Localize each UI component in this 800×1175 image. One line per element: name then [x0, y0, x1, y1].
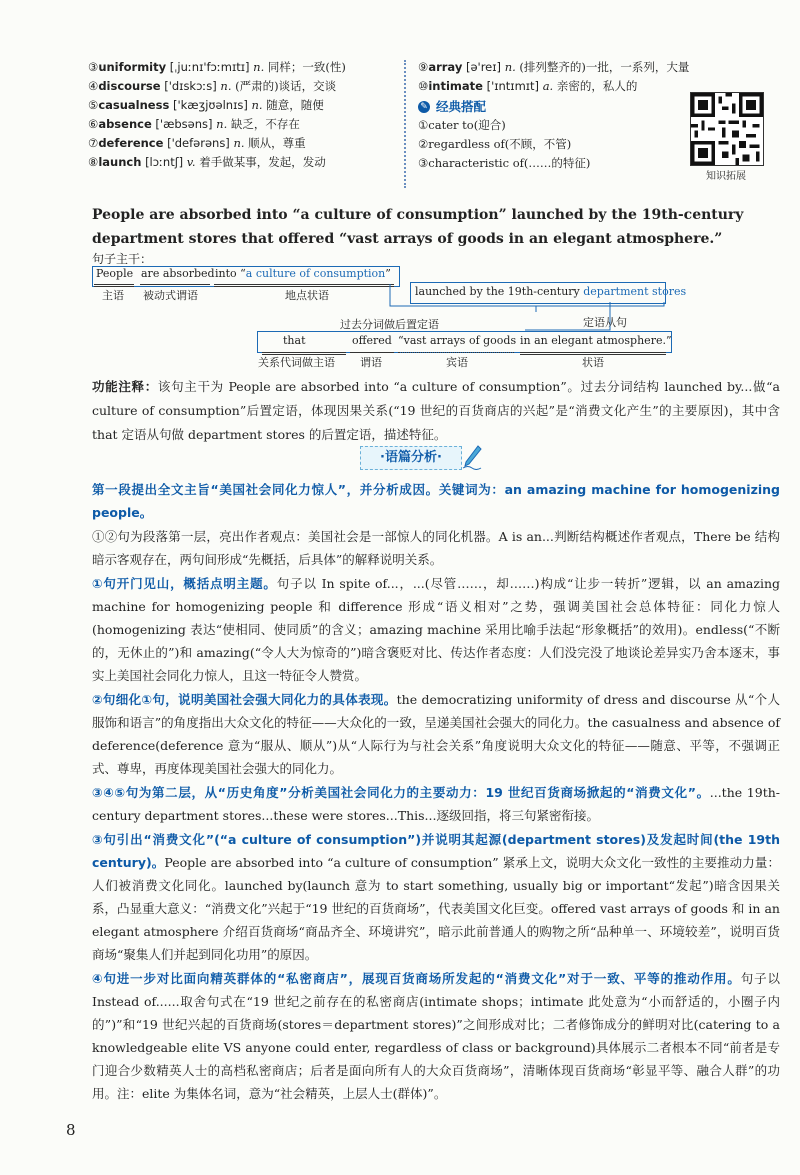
diagram-title: 句子主干：: [92, 252, 153, 266]
culture-of-consumption-text: a culture of consumption: [245, 267, 386, 280]
collocations-title: 经典搭配: [436, 99, 487, 114]
vocab-meaning: (排列整齐的)一批，一系列，大量: [519, 60, 690, 74]
vocab-meaning: 着手做某事，发起，发动: [199, 155, 326, 169]
vocab-entry: ⑧launch [lɔːntʃ] v. 着手做某事，发起，发动: [88, 155, 326, 169]
vocab-word: casualness: [98, 98, 170, 112]
vocab-meaning: 顺从，尊重: [248, 136, 306, 150]
paragraph-highlight: ①句开门见山，概括点明主题。: [92, 576, 277, 591]
analysis-paragraph: [92, 572, 780, 687]
label-passive-predicate: 被动式谓语: [143, 289, 198, 302]
analysis-paragraph: [92, 688, 780, 780]
paragraph-text: ...the 19th-century department stores...these were stores...This...逐级回指，将三句紧密衔接。: [92, 785, 780, 823]
vocab-phonetic: [lɔːntʃ]: [145, 155, 184, 169]
vocab-meaning: 随意，随便: [266, 98, 324, 112]
label-subject: 主语: [102, 289, 124, 302]
vocab-word: deference: [98, 136, 164, 150]
clause-object-underline: [398, 352, 514, 353]
paragraph-highlight: ④句进一步对比面向精英群体的“私密商店”，展现百货商场所发起的“消费文化”对于一致、平等的推动作用。: [92, 971, 741, 986]
vocab-entry: ⑦deference ['defərəns] n. 顺从，尊重: [88, 136, 306, 150]
vocab-meaning: (严肃的)谈话，交谈: [235, 79, 337, 93]
label-past-participle: 过去分词做后置定语: [340, 318, 439, 331]
vocab-meaning: 同样；一致(性): [267, 60, 346, 74]
vocab-phonetic: ['defərəns]: [167, 136, 230, 150]
section-header: ·语篇分析·: [360, 446, 462, 470]
qr-code-label: 知识拓展: [706, 171, 746, 182]
function-note-label: 功能注释：: [92, 379, 158, 394]
clause-object-phrase: “vast arrays of goods: [398, 334, 517, 347]
vocab-phonetic: ['ɪntɪmɪt]: [486, 79, 540, 93]
vocab-word: intimate: [428, 79, 483, 93]
clause-adverbial-phrase: in an elegant atmosphere.”: [520, 334, 672, 347]
vocab-entry: ⑨array [ə'reɪ] n. (排列整齐的)一批，一系列，大量: [418, 60, 690, 74]
clause-predicate-word: offered: [352, 334, 392, 347]
department-stores-text: department stores: [583, 285, 687, 298]
function-note: [92, 375, 780, 447]
analysis-paragraph: [92, 525, 780, 571]
vocab-phonetic: ['æbsəns]: [155, 117, 213, 131]
label-clause-predicate: 谓语: [360, 356, 382, 369]
analysis-paragraph: [92, 478, 780, 524]
paragraph-text: ①②句为段落第一层，亮出作者观点：美国社会是一部惊人的同化机器。A is an...判断结构概述作者观点，There be 结构暗示客观存在，两句间形成“先概括，后具体”的解释说明关系。: [92, 529, 780, 567]
vocab-word: uniformity: [98, 60, 167, 74]
label-clause-object: 宾语: [446, 356, 468, 369]
vocab-word: array: [428, 60, 463, 74]
vocab-meaning: 缺乏，不存在: [230, 117, 300, 131]
paragraph-text: 句子以 In spite of...，...(尽管……，却……)构成“让步一转折”逻辑，以 an amazing machine for homogenizing people 和 difference 形成“语义相对”之势，强调美国社会总体特征：同化力惊人(homogenizing 表达“使相同、使同质”的含义；amazing machine 采用比喻手法起“形象概括”的效用)。endless(“不断的，无休止的”)和 amazing(“令人大为惊奇的”)暗含褒贬对比、传达作者态度：人们没完没了地谈论差异实乃舍本逐末，事实上美国社会同化力惊人，且这一特征令人赞赏。: [92, 576, 780, 683]
label-clause-adverbial: 状语: [582, 356, 604, 369]
vocab-phonetic: [ˌjuːnɪ'fɔːmɪtɪ]: [169, 60, 250, 74]
vocab-phonetic: ['kæʒjʊəlnɪs]: [172, 98, 248, 112]
analysis-paragraph: [92, 781, 780, 827]
vocab-pos: n.: [504, 60, 516, 74]
bullet-icon: ✎: [418, 101, 430, 113]
vocab-pos: a.: [542, 79, 554, 93]
vocab-entry: ④discourse ['dɪskɔːs] n. (严肃的)谈话，交谈: [88, 79, 337, 93]
vocab-entry: ③uniformity [ˌjuːnɪ'fɔːmɪtɪ] n. 同样；一致(性): [88, 60, 346, 74]
vocab-entry: ⑥absence ['æbsəns] n. 缺乏，不存在: [88, 117, 300, 131]
paragraph-highlight: ③④⑤句为第二层，从“历史角度”分析美国社会同化力的主要动力：19 世纪百货商场掀起的“消费文化”。: [92, 785, 710, 800]
label-attributive-clause: 定语从句: [583, 316, 627, 329]
paragraph-text: the democratizing uniformity of dress and discourse 从“个人服饰和语言”的角度指出大众文化的特征——大众化的一致，呈递美国社会强大的同化力。the casualness and absence of deference(deference 意为“服从、顺从”)从“人际行为与社会关系”角度说明大众文化的特征——随意、平等，不强调正式、尊卑，再度体现美国社会强大的同化力。: [92, 692, 781, 776]
clause-predicate-underline: [350, 352, 394, 353]
vocab-word: discourse: [98, 79, 161, 93]
predicate-word: are absorbed: [141, 267, 215, 280]
vocab-meaning: 亲密的，私人的: [556, 79, 638, 93]
vocab-pos: n.: [253, 60, 265, 74]
participle-phrase: launched by the 19th-century department stores: [415, 285, 687, 298]
label-relative-subject: 关系代词做主语: [258, 356, 335, 369]
vocab-entry: ⑩intimate ['ɪntɪmɪt] a. 亲密的，私人的: [418, 79, 638, 93]
collocation-item: ②regardless of(不顾，不管): [418, 137, 572, 151]
paragraph-text: People are absorbed into “a culture of consumption” 紧承上文，说明大众文化一致性的主要推动力量：人们被消费文化同化。launched by(launch 意为 to start something, usually big or important“发起”)暗含因果关系，凸显重大意义：“消费文化”兴起于“19 世纪的百货商场”，代表美国文化巨变。offered vast arrays of goods 和 in an elegant atmosphere 介绍百货商场“商品齐全、环境讲究”，暗示此前普通人的购物之所“品种单一、环境较差”，说明百货商场“聚集人们并起到同化功用”的原因。: [92, 855, 781, 962]
paragraph-highlight: ②句细化①句，说明美国社会强大同化力的具体表现。: [92, 692, 397, 707]
function-note-text: 该句主干为 People are absorbed into “a culture of consumption”。过去分词结构 launched by...做“a culture of consumption”后置定语，体现因果关系(“19 世纪的百货商店的兴起”是“消费文化产生”的主要原因)，其中含 that 定语从句做 department stores 的后置定语，描述特征。: [92, 379, 780, 442]
pen-icon: [462, 444, 482, 470]
page-number: 8: [66, 1121, 76, 1139]
vocab-word: absence: [98, 117, 152, 131]
vocab-word: launch: [98, 155, 142, 169]
vocab-pos: n.: [220, 79, 232, 93]
paragraph-highlight: 第一段提出全文主旨“美国社会同化力惊人”，并分析成因。关键词为：an amazing machine for homogenizing people。: [92, 482, 780, 520]
collocation-item: ③characteristic of(……的特征): [418, 156, 591, 170]
relative-pronoun-word: that: [283, 334, 306, 347]
subject-word: People: [96, 267, 134, 280]
vocab-entry: ⑤casualness ['kæʒjʊəlnɪs] n. 随意，随便: [88, 98, 324, 112]
label-place-adverbial: 地点状语: [285, 289, 329, 302]
vocab-phonetic: ['dɪskɔːs]: [164, 79, 217, 93]
paragraph-highlight: ③句引出“消费文化”(“a culture of consumption”)并说明其起源(department stores)及发起时间(the 19th century)。: [92, 832, 780, 870]
analysis-paragraph: [92, 828, 780, 966]
paragraph-text: 句子以 Instead of......取舍句式在“19 世纪之前存在的私密商店(intimate shops；intimate 此处意为“小而舒适的，小圈子内的”)”和“19 世纪兴起的百货商场(stores＝department stores)”之间形成对比；二者修饰成分的鲜明对比(catering to a knowledgeable elite VS anyone could enter, regardless of class or background)具体展示二者根本不同“前者是专门迎合少数精英人士的高档私密商店；后者是面向所有人的大众百货商场”，清晰体现百货商场“彰显平等、融合人群”的功用。注：elite 为集体名词，意为“社会精英，上层人士(群体)”。: [92, 971, 780, 1101]
analysis-paragraph: [92, 967, 780, 1105]
vocab-phonetic: [ə'reɪ]: [465, 60, 502, 74]
vocab-pos: v.: [186, 155, 196, 169]
key-sentence: People are absorbed into “a culture of consumption” launched by the 19th-century department stores that offered “vast arrays of goods in an elegant atmosphere.”: [92, 207, 744, 247]
vocab-pos: n.: [216, 117, 228, 131]
adverbial-phrase: into “a culture of consumption”: [215, 267, 391, 280]
collocation-item: ①cater to(迎合): [418, 118, 506, 132]
vocab-pos: n.: [233, 136, 245, 150]
vocab-pos: n.: [251, 98, 263, 112]
